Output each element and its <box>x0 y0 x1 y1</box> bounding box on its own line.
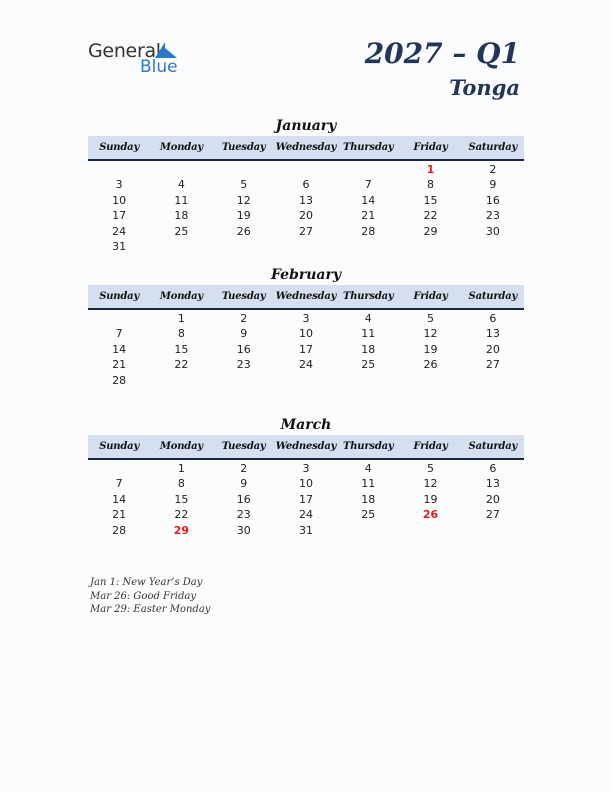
day-cell: 7 <box>115 327 123 341</box>
day-cell: 23 <box>236 358 251 372</box>
weekday-label: Wednesday <box>275 142 337 153</box>
header <box>365 36 520 102</box>
holiday-note: Jan 1: New Year’s Day <box>90 577 203 588</box>
week-row <box>88 373 524 388</box>
weekday-label: Saturday <box>468 291 518 302</box>
day-cell: 23 <box>236 508 251 522</box>
day-cell: 28 <box>112 373 127 387</box>
day-cell: 12 <box>236 193 251 207</box>
day-cell: 5 <box>240 178 248 192</box>
day-cell: 14 <box>112 492 127 506</box>
weekday-label: Monday <box>159 441 203 452</box>
day-cell: 2 <box>240 462 248 475</box>
week-row <box>88 239 524 254</box>
empty-day-cell <box>275 162 337 177</box>
empty-day-cell <box>213 162 275 177</box>
week-row <box>88 193 524 208</box>
holiday-note: Mar 26: Good Friday <box>90 590 196 602</box>
day-cell: 15 <box>174 342 189 356</box>
weekday-label: Friday <box>413 441 448 452</box>
empty-day-cell <box>275 239 337 254</box>
empty-day-cell <box>462 239 524 254</box>
empty-day-cell <box>88 461 150 476</box>
week-row <box>88 162 524 177</box>
empty-day-cell <box>275 373 337 388</box>
day-cell: 30 <box>236 523 251 537</box>
empty-day-cell <box>337 162 399 177</box>
weekday-label: Tuesday <box>221 291 266 302</box>
day-cell: 12 <box>423 327 438 341</box>
week-row <box>88 342 524 357</box>
day-cell: 30 <box>485 224 500 238</box>
day-cell: 4 <box>177 178 185 192</box>
empty-day-cell <box>399 373 461 388</box>
day-cell: 14 <box>112 342 127 356</box>
week-row <box>88 476 524 491</box>
empty-day-cell <box>150 239 212 254</box>
empty-day-cell <box>213 373 275 388</box>
weekday-label: Thursday <box>342 441 394 452</box>
day-cell: 6 <box>489 462 497 475</box>
weekday-label: Thursday <box>342 291 394 302</box>
empty-day-cell <box>337 373 399 388</box>
day-cell: 22 <box>174 508 189 522</box>
day-cell: 11 <box>174 193 189 207</box>
day-cell: 3 <box>302 462 310 475</box>
day-cell: 26 <box>236 224 251 238</box>
empty-day-cell <box>150 162 212 177</box>
weekday-header-row <box>88 285 524 310</box>
empty-day-cell <box>88 311 150 326</box>
day-cell: 21 <box>112 358 127 372</box>
empty-day-cell <box>399 239 461 254</box>
day-cell: 20 <box>298 209 313 223</box>
day-cell: 22 <box>423 209 438 223</box>
day-cell: 7 <box>115 477 123 491</box>
week-row <box>88 208 524 223</box>
weekday-label: Sunday <box>99 441 140 452</box>
empty-day-cell <box>213 239 275 254</box>
day-cell: 17 <box>298 342 313 356</box>
day-cell: 20 <box>485 492 500 506</box>
day-cell: 15 <box>423 193 438 207</box>
day-cell: 7 <box>364 178 372 192</box>
week-row <box>88 507 524 522</box>
day-cell: 10 <box>298 477 313 491</box>
logo-word-general: General <box>88 40 161 62</box>
day-cell: 6 <box>302 178 310 192</box>
day-cell: 22 <box>174 358 189 372</box>
day-cell: 25 <box>174 224 189 238</box>
day-cell: 1 <box>177 462 185 475</box>
day-cell: 24 <box>298 358 313 372</box>
day-cell: 21 <box>112 508 127 522</box>
day-cell: 9 <box>240 477 248 491</box>
empty-day-cell <box>337 523 399 538</box>
week-row <box>88 357 524 372</box>
empty-day-cell <box>462 523 524 538</box>
day-cell: 18 <box>361 342 376 356</box>
day-cell: 26 <box>422 508 439 522</box>
day-cell: 26 <box>423 358 438 372</box>
empty-day-cell <box>88 162 150 177</box>
weekday-header-row <box>88 136 524 161</box>
day-cell: 16 <box>236 342 251 356</box>
day-cell: 13 <box>485 477 500 491</box>
month-calendar-january <box>88 116 524 254</box>
day-cell: 11 <box>361 477 376 491</box>
day-cell: 29 <box>173 523 190 537</box>
weekday-label: Friday <box>413 291 448 302</box>
weekday-label: Tuesday <box>221 142 266 153</box>
day-cell: 24 <box>298 508 313 522</box>
day-cell: 19 <box>423 492 438 506</box>
day-cell: 2 <box>240 312 248 325</box>
week-row <box>88 311 524 326</box>
empty-day-cell <box>150 373 212 388</box>
day-cell: 4 <box>364 312 372 325</box>
day-cell: 28 <box>112 523 127 537</box>
weekday-label: Monday <box>159 142 203 153</box>
week-row <box>88 326 524 341</box>
day-cell: 19 <box>236 209 251 223</box>
day-cell: 25 <box>361 508 376 522</box>
day-cell: 13 <box>485 327 500 341</box>
weekday-label: Monday <box>159 291 203 302</box>
day-cell: 18 <box>361 492 376 506</box>
week-row <box>88 523 524 538</box>
day-cell: 9 <box>240 327 248 341</box>
weekday-label: Tuesday <box>221 441 266 452</box>
empty-day-cell <box>337 239 399 254</box>
day-cell: 5 <box>427 462 435 475</box>
day-cell: 2 <box>489 163 497 176</box>
weekday-label: Sunday <box>99 291 140 302</box>
day-cell: 20 <box>485 342 500 356</box>
day-cell: 6 <box>489 312 497 325</box>
weekday-label: Wednesday <box>275 441 337 452</box>
day-cell: 1 <box>177 312 185 325</box>
day-cell: 27 <box>298 224 313 238</box>
holiday-note: Mar 29: Easter Monday <box>90 604 211 615</box>
page-subtitle: Tonga <box>449 75 520 100</box>
day-cell: 31 <box>298 523 313 537</box>
month-name: March <box>280 417 332 433</box>
week-row <box>88 461 524 476</box>
day-cell: 3 <box>115 178 123 192</box>
day-cell: 27 <box>485 508 500 522</box>
day-cell: 14 <box>361 193 376 207</box>
month-calendar-february <box>88 265 524 388</box>
day-cell: 17 <box>112 209 127 223</box>
day-cell: 12 <box>423 477 438 491</box>
generalblue-logo <box>88 40 208 80</box>
month-name: January <box>275 118 337 134</box>
day-cell: 3 <box>302 312 310 325</box>
day-cell: 31 <box>112 239 127 253</box>
week-row <box>88 224 524 239</box>
empty-day-cell <box>399 523 461 538</box>
weekday-label: Thursday <box>342 142 394 153</box>
day-cell: 9 <box>489 178 497 192</box>
empty-day-cell <box>462 373 524 388</box>
day-cell: 8 <box>177 327 185 341</box>
weekday-label: Saturday <box>468 142 518 153</box>
day-cell: 21 <box>361 209 376 223</box>
day-cell: 8 <box>427 178 435 192</box>
day-cell: 1 <box>426 163 435 176</box>
day-cell: 16 <box>485 193 500 207</box>
weekday-label: Sunday <box>99 142 140 153</box>
day-cell: 19 <box>423 342 438 356</box>
day-cell: 29 <box>423 224 438 238</box>
day-cell: 27 <box>485 358 500 372</box>
weekday-label: Saturday <box>468 441 518 452</box>
weekday-label: Wednesday <box>275 291 337 302</box>
day-cell: 23 <box>485 209 500 223</box>
day-cell: 11 <box>361 327 376 341</box>
month-calendar-march <box>88 415 524 538</box>
holiday-notes <box>90 576 210 617</box>
day-cell: 5 <box>427 312 435 325</box>
day-cell: 28 <box>361 224 376 238</box>
day-cell: 25 <box>361 358 376 372</box>
day-cell: 4 <box>364 462 372 475</box>
day-cell: 18 <box>174 209 189 223</box>
day-cell: 10 <box>298 327 313 341</box>
weekday-label: Friday <box>413 142 448 153</box>
day-cell: 24 <box>112 224 127 238</box>
day-cell: 15 <box>174 492 189 506</box>
day-cell: 8 <box>177 477 185 491</box>
day-cell: 16 <box>236 492 251 506</box>
logo-word-blue: Blue <box>140 57 178 77</box>
logo-flag-icon <box>155 42 177 58</box>
day-cell: 10 <box>112 193 127 207</box>
weekday-header-row <box>88 435 524 460</box>
page-title: 2027 – Q1 <box>364 37 520 70</box>
month-name: February <box>270 267 341 283</box>
day-cell: 17 <box>298 492 313 506</box>
day-cell: 13 <box>298 193 313 207</box>
week-row <box>88 492 524 507</box>
week-row <box>88 177 524 192</box>
